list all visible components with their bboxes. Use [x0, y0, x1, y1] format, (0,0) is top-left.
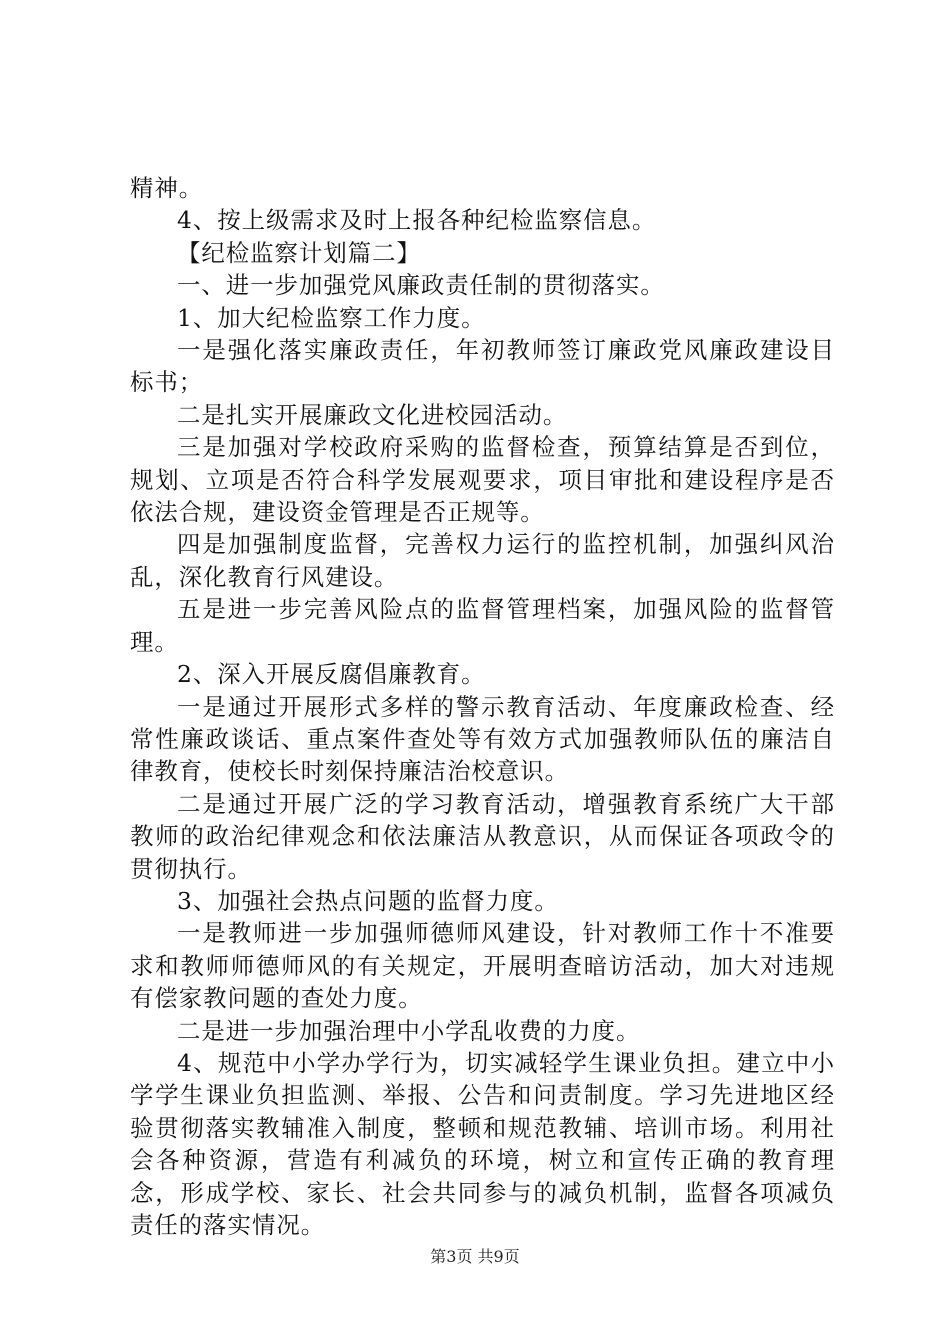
paragraph: 1、加大纪检监察工作力度。 [177, 303, 486, 332]
paragraph: 二是进一步加强治理中小学乱收费的力度。 [177, 1016, 641, 1045]
paragraph: 一是通过开展形式多样的警示教育活动、年度廉政检查、经常性廉政谈话、重点案件查处等有效方式加强教师队伍的廉洁自律教育，使校长时刻保持廉洁治校意识。 [130, 692, 835, 786]
paragraph: 二是通过开展广泛的学习教育活动，增强教育系统广大干部教师的政治纪律观念和依法廉洁从教意识，从而保证各项政令的贯彻执行。 [130, 789, 835, 883]
paragraph: 三是加强对学校政府采购的监督检查，预算结算是否到位，规划、立项是否符合科学发展观要求，项目审批和建设程序是否依法合规，建设资金管理是否正规等。 [130, 433, 835, 527]
section-heading: 【纪检监察计划篇二】 [177, 238, 421, 267]
paragraph: 一是强化落实廉政责任，年初教师签订廉政党风廉政建设目标书； [130, 336, 835, 397]
paragraph: 一、进一步加强党风廉政责任制的贯彻落实。 [177, 271, 665, 300]
page-number-footer: 第3页 共9页 [430, 1247, 520, 1266]
paragraph: 五是进一步完善风险点的监督管理档案，加强风险的监督管理。 [130, 595, 835, 656]
paragraph: 四是加强制度监督，完善权力运行的监控机制，加强纠风治乱，深化教育行风建设。 [130, 530, 835, 591]
paragraph: 3、加强社会热点问题的监督力度。 [177, 886, 559, 915]
paragraph: 二是扎实开展廉政文化进校园活动。 [177, 400, 568, 429]
paragraph: 2、深入开展反腐倡廉教育。 [177, 660, 486, 689]
paragraph: 4、规范中小学办学行为，切实减轻学生课业负担。建立中小学学生课业负担监测、举报、公告和问责制度。学习先进地区经验贯彻落实教辅准入制度，整顿和规范教辅、培训市场。利用社会各种资源，营造有利减负的环境，树立和宣传正确的教育理念，形成学校、家长、社会共同参与的减负机制，监督各项减负责任的落实情况。 [130, 1048, 835, 1239]
paragraph: 一是教师进一步加强师德师风建设，针对教师工作十不准要求和教师师德师风的有关规定，开展明查暗访活动，加大对违规有偿家教问题的查处力度。 [130, 919, 835, 1013]
document-body [130, 172, 835, 1241]
paragraph: 4、按上级需求及时上报各种纪检监察信息。 [177, 206, 657, 235]
paragraph: 精神。 [130, 174, 204, 202]
